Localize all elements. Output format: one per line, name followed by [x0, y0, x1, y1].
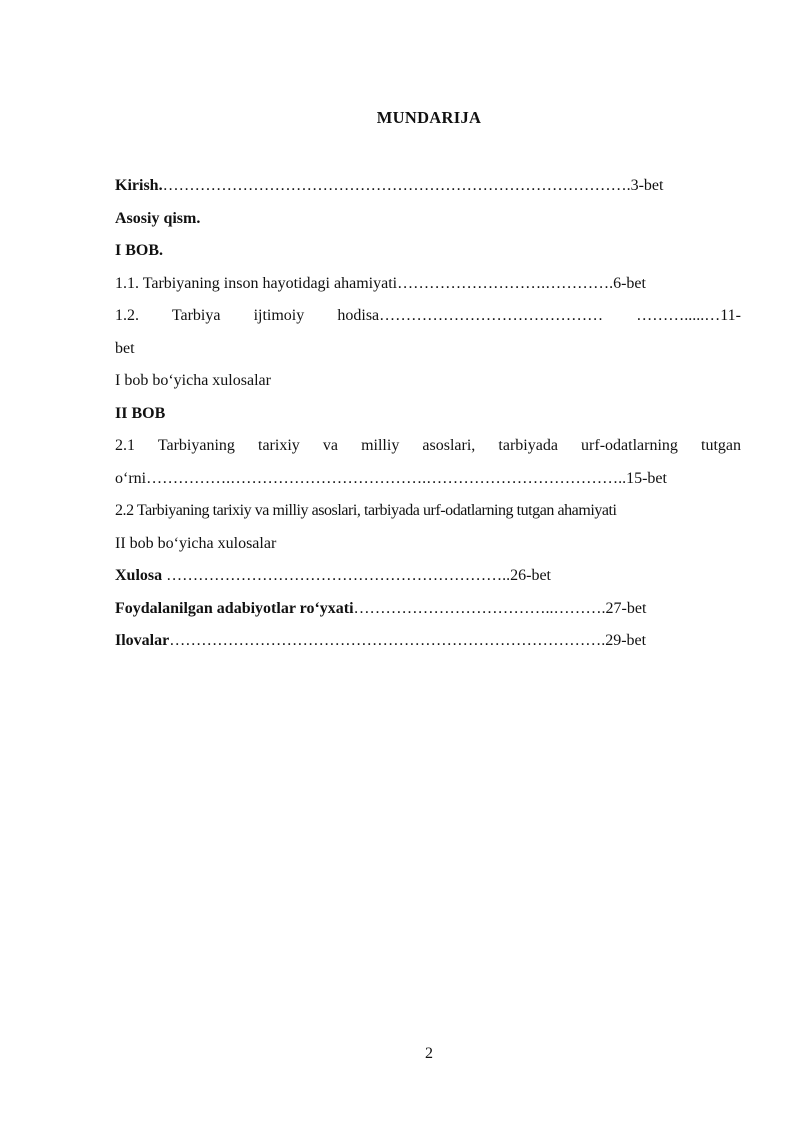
toc-entry-xulosa-label: Xulosa [115, 567, 163, 584]
toc-entry-2-1-continued: o‘rni…………….……………………………….………………………………..15-bet [115, 469, 667, 487]
toc-entry-2-1: 2.1 Tarbiyaning tarixiy va milliy asoslari, tarbiyada urf-odatlarning tutgan [115, 437, 741, 454]
toc-heading-asosiy-qism: Asosiy qism. [115, 209, 201, 227]
toc-entry-kirish-label: Kirish. [115, 177, 163, 194]
page-number: 2 [425, 1045, 433, 1062]
toc-entry-adabiyotlar [115, 593, 741, 626]
toc-entry-kirish [115, 170, 741, 203]
toc-entry-bob-1-xulosa: I bob bo‘yicha xulosalar [115, 372, 271, 389]
toc-heading-bob-2: II BOB [115, 404, 166, 422]
toc-entry-kirish-leader: …………………………………………………………………………….3-bet [162, 177, 664, 194]
toc-entry-ilovalar-label: Ilovalar [115, 632, 170, 649]
toc-entry-1-2-continued: bet [115, 339, 135, 357]
toc-entry-xulosa [115, 560, 741, 593]
toc-entry-1-2: 1.2. Tarbiya ijtimoiy hodisa…………………………………… ……….....…11- [115, 307, 741, 324]
toc-entry-adabiyotlar-label: Foydalanilgan adabiyotlar ro‘yxati [115, 599, 354, 617]
toc-entry-1-1: 1.1. Tarbiyaning inson hayotidagi ahamiyati……………………….………….6-bet [115, 274, 646, 292]
toc-entry-bob-2-xulosa: II bob bo‘yicha xulosalar [115, 534, 277, 552]
table-of-contents [115, 170, 741, 658]
toc-entry-adabiyotlar-leader: ………………………………..……….27-bet [353, 599, 647, 617]
toc-heading-bob-1: I BOB. [115, 242, 164, 259]
toc-entry-2-2: 2.2 Tarbiyaning tarixiy va milliy asoslari, tarbiyada urf-odatlarning tutgan ahamiyati [115, 502, 617, 519]
toc-entry-ilovalar [115, 625, 741, 658]
toc-entry-xulosa-leader: ………………………………………………………..26-bet [162, 567, 551, 584]
toc-entry-ilovalar-leader: ……………………………………………………………………….29-bet [169, 632, 647, 649]
document-title: MUNDARIJA [376, 108, 482, 127]
